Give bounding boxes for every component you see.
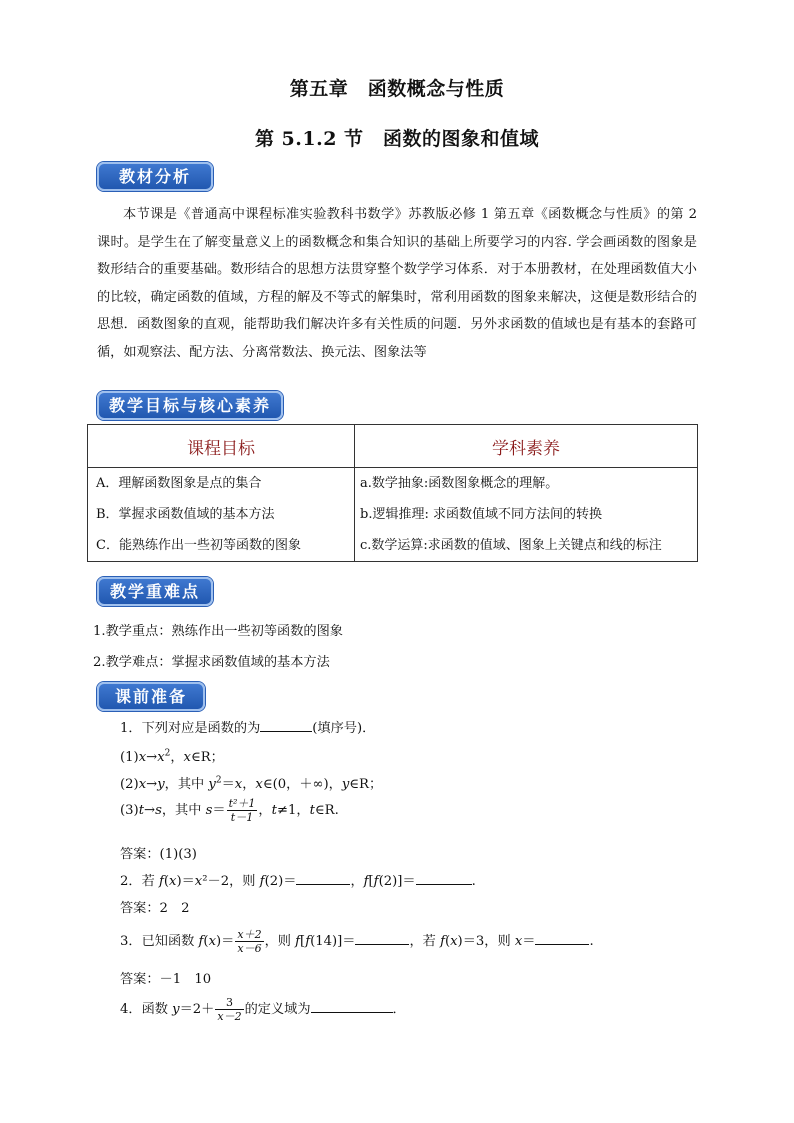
key-point: 1.教学重点：熟练作出一些初等函数的图象 [93,624,343,639]
tag-pre-class-preparation: 课前准备 [97,682,205,711]
goals-right-cell [355,468,698,562]
question-1-item-3: (3)t→s，其中 s＝ $\frac{\text{t²＋1}}{t-1}$ ，t≠1，t∈R. [120,797,339,824]
answer-blank [416,872,472,885]
fraction: $\frac{3}{x-2}$ [217,996,242,1023]
answer-blank [535,932,589,945]
goals-header-literacy: 学科素养 [355,425,698,468]
goal-b: B．掌握求函数值域的基本方法 [96,507,275,522]
tag-teaching-goals: 教学目标与核心素养 [97,391,283,420]
question-4: 4．函数 y＝2＋ $\frac{3}{x-2}$ 的定义域为 ． [120,996,406,1023]
goals-left-cell [88,468,355,562]
answer-blank [260,719,312,732]
chapter-title: 第五章 函数概念与性质 [289,78,505,100]
fraction: $\frac{\text{t²＋1}}{t-1}$ [228,797,256,824]
question-2: 2．若 f(x)＝x²－2，则 f(2)＝ ，f[f(2)]＝ . [120,874,476,889]
literacy-c: c.数学运算:求函数的值域、图象上关键点和线的标注 [360,538,662,553]
question-1-answer: 答案：(1)(3) [120,847,197,862]
tag-key-difficult-points: 教学重难点 [97,577,213,606]
answer-blank [355,932,409,945]
answer-blank [311,1000,393,1013]
literacy-b: b.逻辑推理: 求函数值域不同方法间的转换 [360,507,602,522]
difficult-point: 2.教学难点：掌握求函数值域的基本方法 [93,655,330,670]
fraction: $\frac{x+2}{x-6}$ [237,928,262,955]
goal-a: A．理解函数图象是点的集合 [96,476,262,491]
question-2-answer: 答案：2 2 [120,901,190,916]
question-3-answer: 答案：－1 10 [120,972,212,987]
section-title: 第 5.1.2 节 函数的图象和值域 [254,128,540,150]
question-1-item-2: (2)x→y，其中 $y^2=x$，x∈(0，＋∞)，y∈R； [120,775,383,792]
question-1-stem: 1．下列对应是函数的为 (填序号)． [120,721,376,736]
answer-blank [296,872,350,885]
question-3: 3．已知函数 f(x)＝ $\frac{x+2}{x-6}$ ，则 f[f(14)]＝ ，若 f(x)＝3，则 x＝ . [120,928,594,955]
analysis-paragraph: 本节课是《普通高中课程标准实验教科书数学》苏教版必修 1 第五章《函数概念与性质》的第 2 课时。是学生在了解变量意义上的函数概念和集合知识的基础上所要学习的内容. 学会画函数的图象是数形结合的重要基础。数形结合的思想方法贯穿整个数学学习体系．对于本册教材，在处理函数值大小的比较，确定函数的值域，方程的解及不等式的解集时，常利用函数的图象来解决，这便是数形结合的思想．函数图象的直观，能帮助我们解决许多有关性质的问题．另外求函数的值域也是有基本的套路可循，如观察法、配方法、分离常数法、换元法、图象法等 [97,207,697,360]
question-1-item-1: $(1)x\to x^2$，x∈R； [120,748,224,765]
goals-table [87,424,698,562]
goals-header-course: 课程目标 [88,425,355,468]
literacy-a: a.数学抽象:函数图象概念的理解。 [360,476,559,491]
goal-c: C．能熟练作出一些初等函数的图象 [96,538,301,553]
tag-textbook-analysis: 教材分析 [97,162,213,191]
